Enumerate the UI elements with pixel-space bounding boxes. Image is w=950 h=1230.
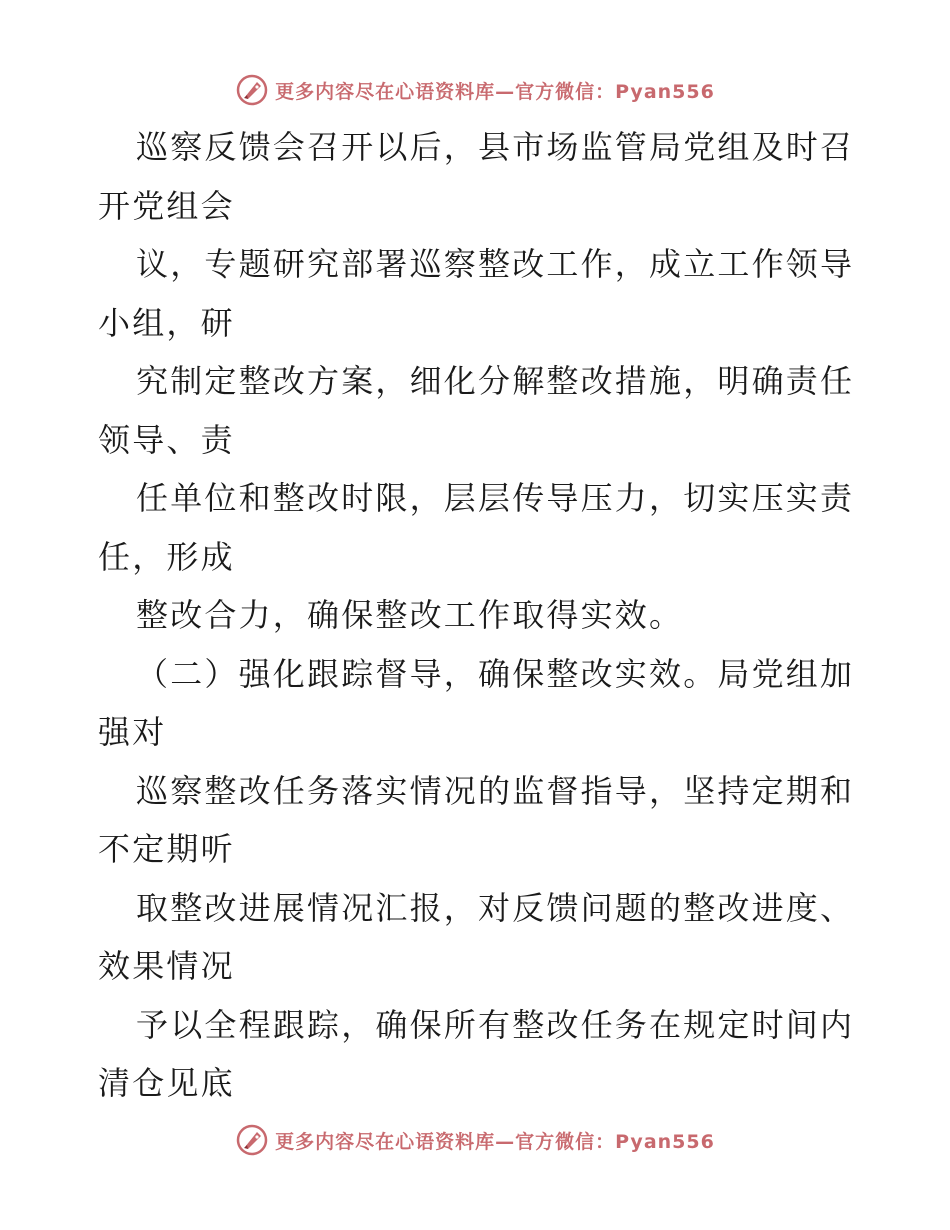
text-line: 任单位和整改时限，层层传导压力，切实压实责 [136, 479, 855, 517]
text-line: 任，形成 [98, 537, 235, 576]
pen-nib-logo-icon [235, 1123, 269, 1157]
text-line: 议，专题研究部署巡察整改工作，成立工作领导 [136, 245, 855, 283]
pen-nib-logo-icon [235, 73, 269, 107]
text-line: 强对 [98, 713, 167, 751]
text-line: 领导、责 [98, 420, 235, 459]
text-line: 究制定整改方案，细化分解整改措施，明确责任 [136, 362, 855, 400]
text-line: 不定期听 [98, 830, 235, 868]
section-heading-line: （二）强化跟踪督导，确保整改实效。局党组加 [136, 654, 855, 693]
text-line: 整改合力，确保整改工作取得实效。 [136, 596, 684, 634]
text-line: 取整改进展情况汇报，对反馈问题的整改进度、 [136, 888, 855, 927]
watermark-text: 更多内容尽在心语资料库—官方微信：Pyan556 [275, 1130, 715, 1153]
text-line: 巡察整改任务落实情况的监督指导，坚持定期和 [136, 771, 855, 810]
text-line: 开党组会 [98, 186, 235, 225]
text-line: 予以全程跟踪，确保所有整改任务在规定时间内 [136, 1005, 855, 1044]
text-line: 效果情况 [98, 947, 235, 985]
text-line: 清仓见底 [98, 1064, 235, 1102]
watermark-text: 更多内容尽在心语资料库—官方微信：Pyan556 [275, 80, 715, 103]
text-line: 巡察反馈会召开以后，县市场监管局党组及时召 [136, 128, 855, 166]
document-body [98, 118, 858, 1113]
watermark-banner-top [0, 70, 950, 110]
text-line: 小组，研 [98, 303, 235, 342]
watermark-banner-bottom [0, 1120, 950, 1160]
